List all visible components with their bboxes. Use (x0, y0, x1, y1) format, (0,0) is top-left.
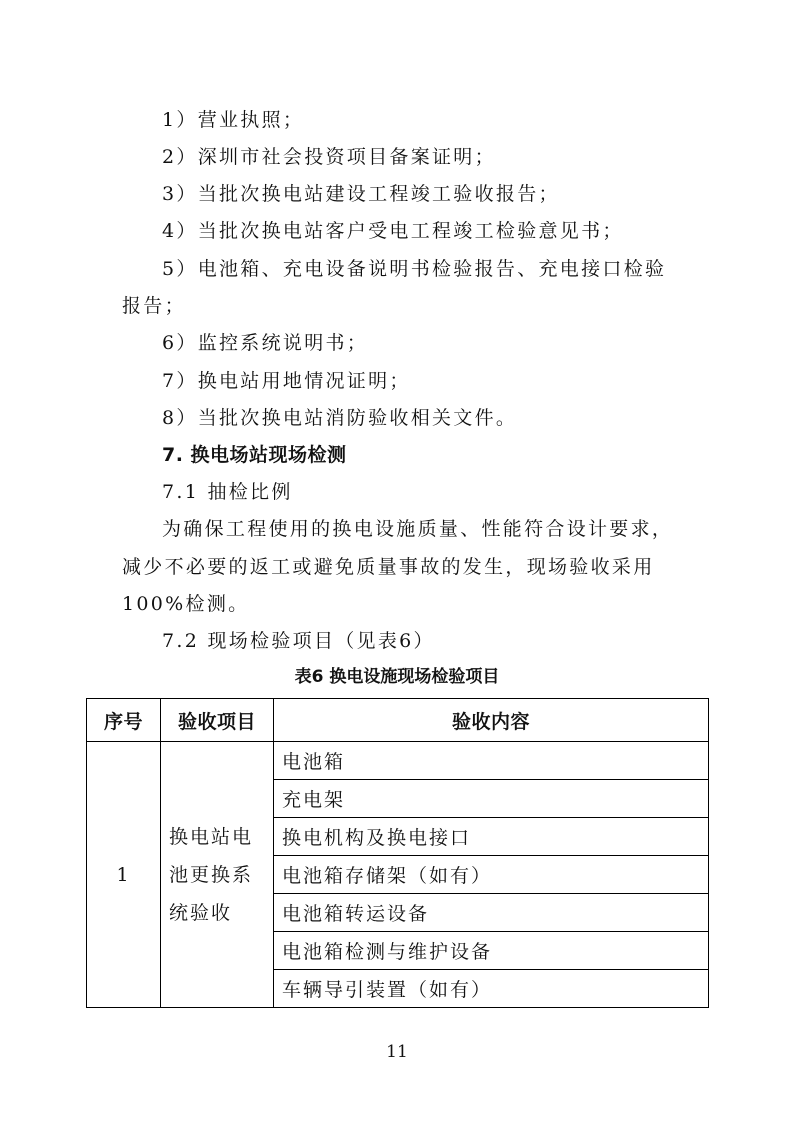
list-item-2: 2）深圳市社会投资项目备案证明； (162, 146, 496, 168)
row-item-line: 池更换系 (169, 863, 254, 886)
list-item-8: 8）当批次换电站消防验收相关文件。 (162, 407, 518, 429)
paragraph-line-2: 减少不必要的返工或避免质量事故的发生，现场验收采用 (122, 556, 655, 578)
content-cell: 车辆导引装置（如有） (274, 970, 709, 1008)
row-item (161, 742, 274, 1008)
section-heading: 7. 换电场站现场检测 (162, 444, 347, 466)
content-cell: 充电架 (274, 780, 709, 818)
table-header-row (87, 699, 709, 742)
header-item: 验收项目 (161, 699, 274, 742)
content-cell: 电池箱转运设备 (274, 894, 709, 932)
list-item-1: 1）营业执照； (162, 109, 305, 131)
inspection-table (86, 698, 709, 1008)
content-cell: 电池箱检测与维护设备 (274, 932, 709, 970)
subsection-heading-7-2: 7.2 现场检验项目（见表6） (162, 630, 435, 652)
row-item-line: 换电站电 (169, 825, 254, 848)
list-item-4: 4）当批次换电站客户受电工程竣工检验意见书； (162, 220, 624, 242)
header-seq: 序号 (87, 699, 161, 742)
table-caption: 表6 换电设施现场检验项目 (294, 667, 500, 687)
list-item-3: 3）当批次换电站建设工程竣工验收报告； (162, 183, 560, 205)
table-row (87, 742, 709, 780)
paragraph-line-3: 100%检测。 (122, 593, 250, 615)
header-content: 验收内容 (274, 699, 709, 742)
row-seq: 1 (87, 742, 161, 1008)
page-number: 11 (386, 1042, 408, 1062)
list-item-5: 5）电池箱、充电设备说明书检验报告、充电接口检验 (162, 258, 667, 280)
list-item-7: 7）换电站用地情况证明； (162, 370, 411, 392)
list-item-6: 6）监控系统说明书； (162, 332, 369, 354)
subsection-heading-7-1: 7.1 抽检比例 (162, 481, 293, 503)
content-cell: 电池箱 (274, 742, 709, 780)
row-item-line: 统验收 (169, 901, 233, 924)
content-cell: 电池箱存储架（如有） (274, 856, 709, 894)
content-cell: 换电机构及换电接口 (274, 818, 709, 856)
paragraph-line-1: 为确保工程使用的换电设施质量、性能符合设计要求， (162, 518, 674, 540)
list-item-5-cont: 报告； (122, 295, 186, 317)
